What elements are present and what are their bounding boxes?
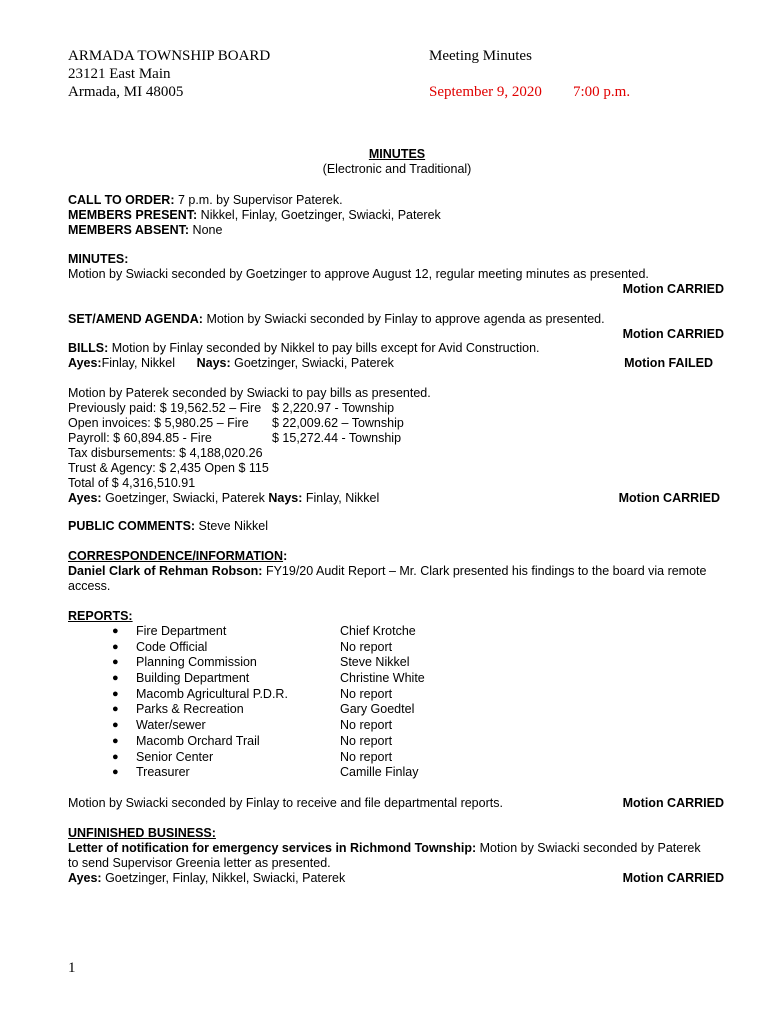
bills-nays-text: Goetzinger, Swiacki, Paterek	[230, 356, 394, 370]
bills-section	[68, 341, 728, 371]
bullet-icon: ●	[112, 672, 119, 685]
previously-paid-fire: Previously paid: $ 19,562.52 – Fire	[68, 401, 262, 415]
unfinished-business-text-2: to send Supervisor Greenia letter as presented.	[68, 856, 331, 870]
bills-nays2-label: Nays:	[268, 491, 303, 505]
bills-motion-2: Motion by Paterek seconded by Swiacki to pay bills as presented.	[68, 386, 431, 400]
correspondence-label: CORRESPONDENCE/INFORMATION	[68, 549, 284, 563]
bullet-icon: ●	[112, 750, 119, 763]
report-name: Senior Center	[136, 749, 214, 764]
bills-motion-text: Motion by Finlay seconded by Nikkel to pay bills except for Avid Construction.	[108, 341, 540, 355]
report-value: Christine White	[340, 671, 425, 686]
bills-ayes2-text: Goetzinger, Swiacki, Paterek	[101, 491, 269, 505]
correspondence-text-2: access.	[68, 579, 111, 593]
members-absent-label: MEMBERS ABSENT:	[68, 223, 190, 237]
bills-total: Total of $ 4,316,510.91	[68, 476, 196, 490]
payroll-fire: Payroll: $ 60,894.85 - Fire	[68, 431, 212, 445]
page-number: 1	[68, 960, 76, 976]
report-value: Camille Finlay	[340, 765, 419, 780]
report-name: Planning Commission	[136, 655, 257, 670]
report-name: Parks & Recreation	[136, 702, 244, 717]
members-absent-text: None	[189, 223, 223, 237]
correspondence-colon: :	[283, 549, 288, 563]
unfinished-business-label: UNFINISHED BUSINESS:	[68, 826, 216, 840]
bills-ayes2-label: Ayes:	[68, 491, 102, 505]
bills-nays2-text: Finlay, Nikkel	[302, 491, 380, 505]
unfinished-ayes-text: Goetzinger, Finlay, Nikkel, Swiacki, Paterek	[101, 871, 346, 885]
unfinished-result: Motion CARRIED	[622, 871, 724, 885]
open-invoices-fire: Open invoices: $ 5,980.25 – Fire	[68, 416, 249, 430]
correspondence-text: FY19/20 Audit Report – Mr. Clark presented his findings to the board via remote	[262, 564, 707, 578]
minutes-result: Motion CARRIED	[622, 282, 724, 296]
public-comments-label: PUBLIC COMMENTS:	[68, 519, 196, 533]
document-type: Meeting Minutes	[429, 48, 532, 64]
meeting-time: 7:00 p.m.	[573, 84, 631, 100]
public-comments-text: Steve Nikkel	[195, 519, 269, 533]
correspondence-lead: Daniel Clark of Rehman Robson:	[68, 564, 263, 578]
bullet-icon: ●	[112, 703, 119, 716]
tax-disbursements: Tax disbursements: $ 4,188,020.26	[68, 446, 263, 460]
agenda-result: Motion CARRIED	[622, 327, 724, 341]
public-comments-section	[68, 519, 728, 534]
minutes-subheading: (Electronic and Traditional)	[322, 162, 472, 176]
call-to-order-text: 7 p.m. by Supervisor Paterek.	[174, 193, 343, 207]
unfinished-business-section	[68, 826, 728, 886]
previously-paid-township: $ 2,220.97 - Township	[272, 401, 395, 415]
report-value: No report	[340, 733, 393, 748]
members-present-label: MEMBERS PRESENT:	[68, 208, 198, 222]
address-line-2: Armada, MI 48005	[68, 84, 184, 100]
minutes-section	[68, 252, 728, 297]
report-name: Macomb Orchard Trail	[136, 733, 260, 748]
bills-result-failed: Motion FAILED	[624, 356, 713, 370]
bullet-icon: ●	[112, 656, 119, 669]
unfinished-ayes-label: Ayes:	[68, 871, 102, 885]
bullet-icon: ●	[112, 640, 119, 653]
reports-label: REPORTS:	[68, 609, 133, 623]
trust-agency: Trust & Agency: $ 2,435 Open $ 115	[68, 461, 269, 475]
bills-ayes-label: Ayes:	[68, 356, 102, 370]
report-value: Chief Krotche	[340, 624, 416, 638]
open-invoices-township: $ 22,009.62 – Township	[272, 416, 404, 430]
payroll-township: $ 15,272.44 - Township	[272, 431, 402, 445]
org-name: ARMADA TOWNSHIP BOARD	[68, 48, 271, 64]
call-to-order-label: CALL TO ORDER:	[68, 193, 175, 207]
report-name: Macomb Agricultural P.D.R.	[136, 686, 288, 701]
bills-result-carried: Motion CARRIED	[618, 491, 720, 505]
reports-motion: Motion by Swiacki seconded by Finlay to receive and file departmental reports.	[68, 796, 503, 810]
bullet-icon: ●	[112, 719, 119, 732]
bills-ayes-text: Finlay, Nikkel	[101, 356, 175, 370]
reports-motion-section	[68, 796, 728, 811]
minutes-motion-text: Motion by Swiacki seconded by Goetzinger to approve August 12, regular meeting minutes as presented.	[68, 267, 649, 281]
minutes-label: MINUTES:	[68, 252, 129, 266]
bullet-icon: ●	[112, 766, 119, 779]
report-name: Treasurer	[136, 765, 190, 780]
correspondence-section	[68, 549, 728, 594]
agenda-section	[68, 312, 728, 342]
unfinished-business-lead: Letter of notification for emergency services in Richmond Township:	[68, 841, 477, 855]
bullet-icon: ●	[112, 687, 119, 700]
members-present-text: Nikkel, Finlay, Goetzinger, Swiacki, Paterek	[197, 208, 441, 222]
reports-section	[68, 609, 728, 624]
meeting-date: September 9, 2020	[429, 84, 542, 100]
bullet-icon: ●	[112, 625, 119, 637]
report-value: No report	[340, 686, 393, 701]
bullet-icon: ●	[112, 734, 119, 747]
report-value: No report	[340, 639, 393, 654]
agenda-text: Motion by Swiacki seconded by Finlay to approve agenda as presented.	[202, 312, 605, 326]
report-value: No report	[340, 718, 393, 733]
unfinished-business-text: Motion by Swiacki seconded by Paterek	[476, 841, 701, 855]
report-value: Gary Goedtel	[340, 702, 415, 717]
report-name: Fire Department	[136, 624, 227, 638]
bills-detail-section	[68, 386, 728, 506]
agenda-label: SET/AMEND AGENDA:	[68, 312, 203, 326]
minutes-heading: MINUTES	[368, 147, 426, 161]
bills-nays-label: Nays:	[196, 356, 231, 370]
address-line-1: 23121 East Main	[68, 66, 171, 82]
reports-result: Motion CARRIED	[622, 796, 724, 810]
report-value: No report	[340, 749, 393, 764]
report-value: Steve Nikkel	[340, 655, 410, 670]
report-name: Code Official	[136, 639, 208, 654]
bills-label: BILLS:	[68, 341, 109, 355]
call-to-order-section	[68, 193, 728, 238]
report-name: Building Department	[136, 671, 250, 686]
report-name: Water/sewer	[136, 718, 206, 733]
